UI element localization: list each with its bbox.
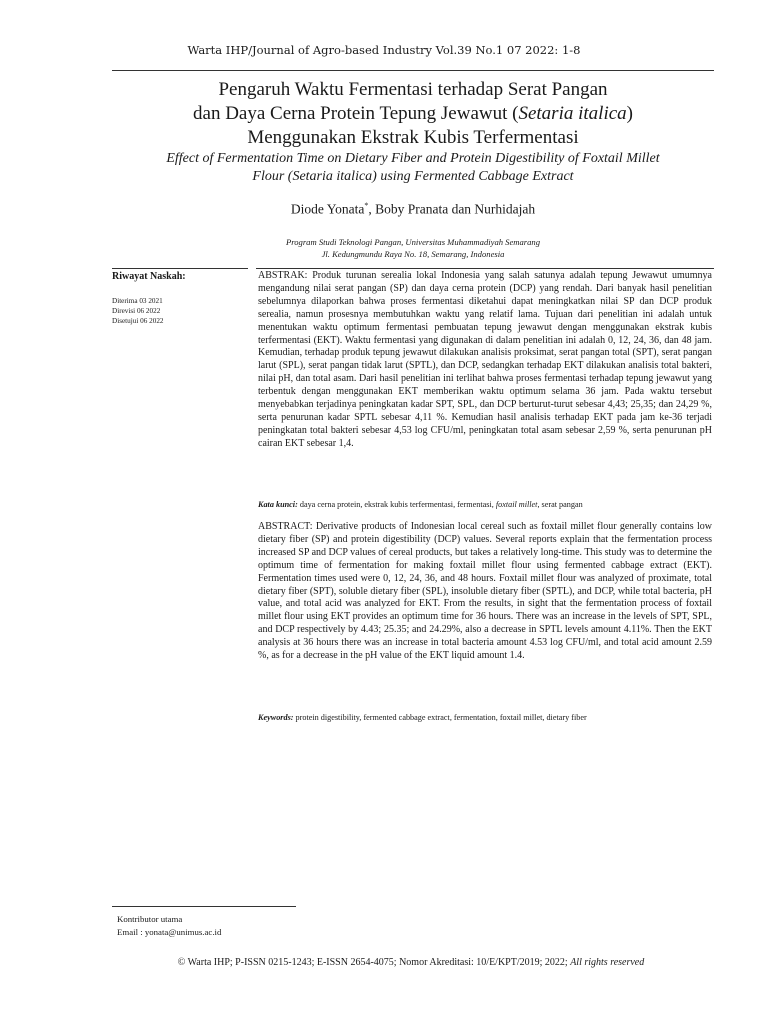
title-en-line-1: Effect of Fermentation Time on Dietary Fiber and Protein Digestibility of Foxtail Millet	[166, 151, 660, 166]
abstract-indonesian: ABSTRAK: Produk turunan serealia lokal Indonesia yang salah satunya adalah tepung Jewawut umumnya mengandung nilai serat pangan (SP) dan daya cerna protein (DCP) yang rendah. Dari banyak hasil penelitian sebelumnya dilaporkan bahwa proses fermentasi diketahui dapat meningkatkan nilai SP dan DCP produk serealia, namun prosesnya membutuhkan waktu yang relatif lama. Tujuan dari penelitian ini adalah untuk menentukan waktu optimum fermentasi pembuatan tepung jewawut dengan menggunakan ekstrak kubis terfermentasi (EKT). Waktu fermentasi yang digunakan di dalam penelitian ini adalah 0, 12, 24, 36, dan 48 jam. Kemudian, terhadap produk tepung jewawut dilakukan analisis proksimat, serat pangan total (SPT), serat pangan larut (SPL), serat pangan tidak larut (SPTL), dan DCP, sedangkan terhadap EKT dilakukan analisis total bakteri, nilai pH, dan total asam. Dari hasil penelitian ini terlihat bahwa proses fermentasi terhadap tepung jewawut yang terbentuk dengan menggunakan EKT memberikan waktu optimum selama 36 jam. Pada waktu tersebut menyebabkan terjadinya peningkatan kadar SPT, SPL, dan DCP berturut-turut sebesar 4,43; 25,35; dan 24,29 %, serta penurunan kadar SPTL sebesar 4,11 %. Kemudian hasil analisis terhadap EKT pada jam ke-36 terjadi peningkatan total bakteri sebesar 4,53 log CFU/ml, peningkatan total asam sebesar 2,59 %, serta penurunan pH cairan EKT sebesar 1,4.	[258, 270, 712, 449]
abstract-divider	[256, 268, 714, 269]
history-divider	[112, 268, 248, 269]
affiliation-line-1: Program Studi Teknologi Pangan, Universitas Muhammadiyah Semarang	[285, 237, 541, 247]
footnote	[117, 913, 221, 939]
copyright-footer	[0, 957, 768, 968]
footnote-contributor: Kontributor utama	[117, 914, 183, 924]
paper-title-english	[100, 150, 726, 186]
paper-title-indonesian	[112, 78, 714, 150]
keywords-label: Kata kunci:	[258, 500, 298, 509]
affiliation	[112, 236, 714, 260]
affiliation-line-2: Jl. Kedungmundu Raya No. 18, Semarang, Indonesia	[321, 249, 505, 259]
keywords-en-label: Keywords:	[258, 713, 294, 722]
keywords-text-2: , serat pangan	[537, 500, 583, 509]
title-line-3: Menggunakan Ekstrak Kubis Terfermentasi	[247, 127, 579, 148]
rights-reserved: All rights reserved	[570, 957, 645, 968]
co-authors: , Boby Pranata dan Nurhidajah	[368, 201, 536, 217]
keywords-english	[258, 713, 712, 722]
title-line-2-pre: dan Daya Cerna Protein Tepung Jewawut (	[193, 103, 519, 124]
history-dates	[112, 296, 164, 326]
header-divider	[112, 70, 714, 71]
journal-header: Warta IHP/Journal of Agro-based Industry Vol.39 No.1 07 2022: 1-8	[187, 43, 581, 57]
first-author: Diode Yonata	[290, 201, 365, 217]
title-species: Setaria italica	[518, 103, 627, 124]
author-list	[112, 201, 714, 218]
keywords-indonesian	[258, 500, 712, 509]
footnote-email: Email : yonata@unimus.ac.id	[117, 927, 222, 937]
title-en-line-2: Flour (Setaria italica) using Fermented Cabbage Extract	[252, 169, 574, 184]
date-accepted: Disetujui 06 2022	[112, 317, 164, 325]
title-line-2-post: )	[626, 103, 633, 124]
copyright-text: © Warta IHP; P-ISSN 0215-1243; E-ISSN 2654-4075; Nomor Akreditasi: 10/E/KPT/2019; 2022;	[177, 957, 571, 968]
keywords-text-1: daya cerna protein, ekstrak kubis terfermentasi, fermentasi,	[297, 500, 496, 509]
corresponding-mark: *	[364, 201, 369, 210]
title-line-2	[112, 102, 714, 126]
history-heading: Riwayat Naskah:	[112, 271, 186, 282]
keywords-en-text: protein digestibility, fermented cabbage extract, fermentation, foxtail millet, dietary fiber	[293, 713, 587, 722]
keywords-italic: foxtail millet	[495, 500, 538, 509]
title-line-1: Pengaruh Waktu Fermentasi terhadap Serat Pangan	[218, 79, 608, 100]
footnote-divider	[112, 906, 296, 907]
date-revised: Direvisi 06 2022	[112, 307, 161, 315]
date-received: Diterima 03 2021	[112, 297, 163, 305]
abstract-english: ABSTRACT: Derivative products of Indonesian local cereal such as foxtail millet flour generally contains low dietary fiber (SP) and protein digestibility (DCP) values. Several reports explain that the fermentation process increased SP and DCP values of cereal products, but takes a relatively long-time. This study was to determine the optimum time of fermentation for making foxtail millet flour using fermented cabbage extract (EKT). Fermentation times used were 0, 12, 24, 36, and 48 hours. Foxtail millet flour was analyzed of proximate, total dietary fiber (SPT), soluble dietary fiber (SPL), insoluble dietary fiber (SPTL), and DCP, while total bacteria, pH value, and total acid was analyzed for EKT. From the results, in sight that the fermentation process of foxtail millet flour using EKT provides an optimum time for 36 hours. There was an increase in the levels of SPT, SPL, and DCP respectively by 4.43; 25.35; and 24.29%, also a decrease in SPTL levels amount 4.11%. Then the EKT analysis at 36 hours there was an increase in total bacteria amount 4.53 log CFU/ml, and total acid amount 2.59 %, as for a decrease in the pH value of the EKT liquid amount 1.4.	[258, 521, 712, 662]
